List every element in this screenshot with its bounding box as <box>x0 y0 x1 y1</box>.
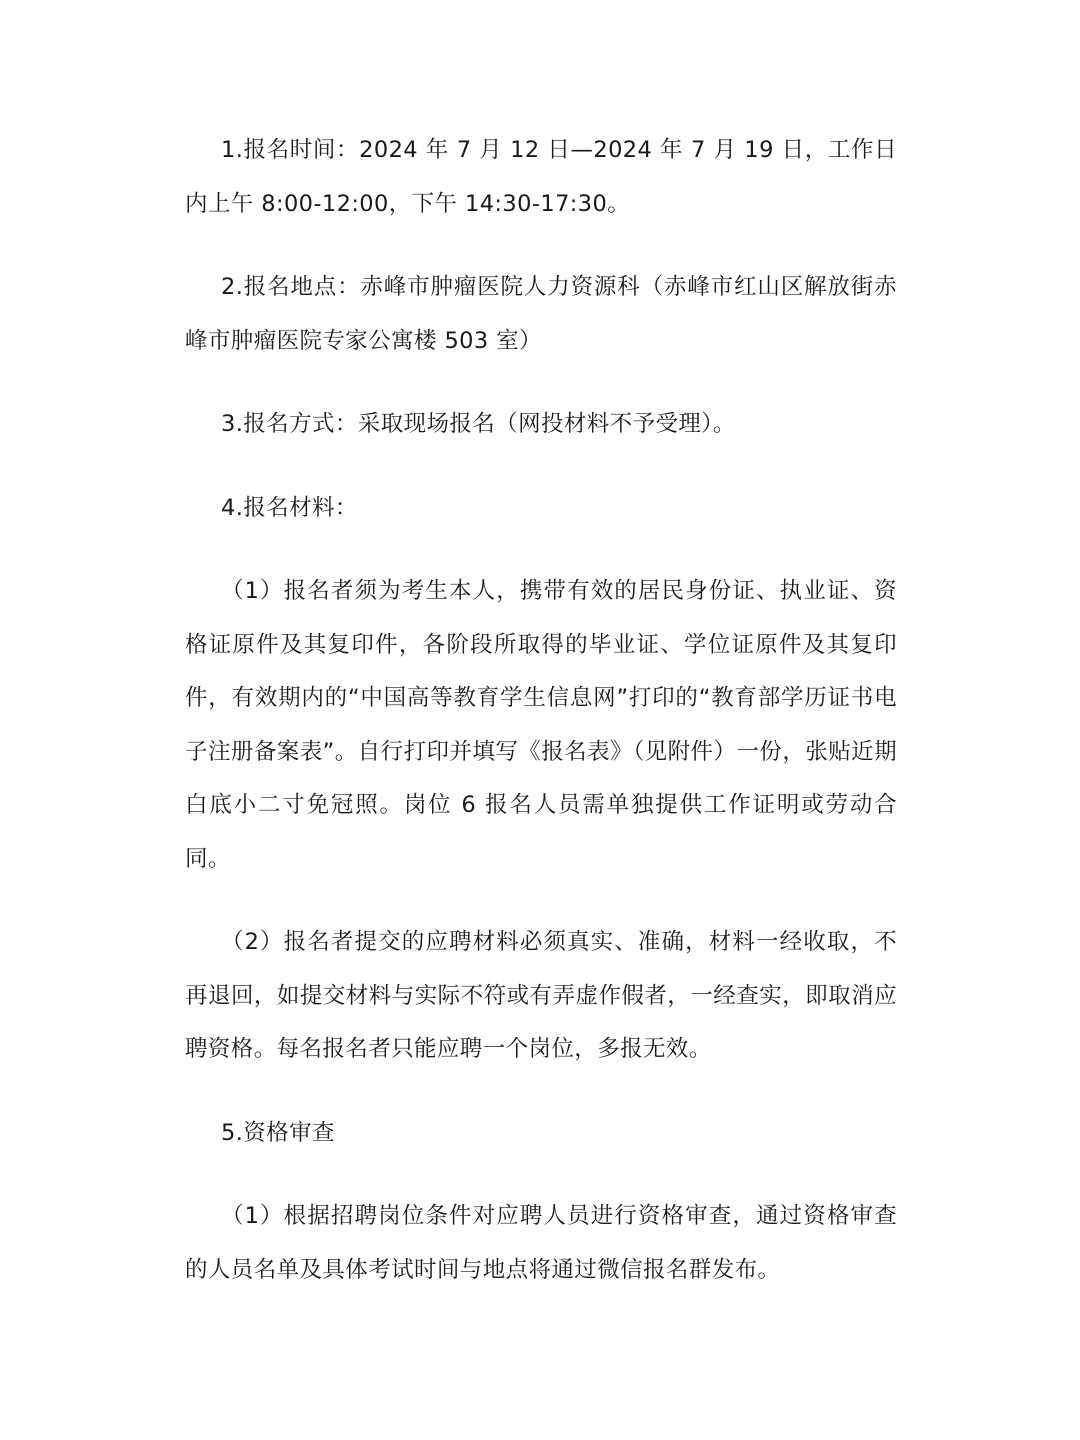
paragraph-qualification-review-heading: 5.资格审查 <box>221 1119 335 1146</box>
paragraph-gap <box>185 368 897 398</box>
paragraph-materials-item-2: （2）报名者提交的应聘材料必须真实、准确，材料一经收取，不再退回，如提交材料与实际不符或有弄虚作假者，一经查实，即取消应聘资格。每名报名者只能应聘一个岗位，多报无效。 <box>185 929 897 1062</box>
document-page <box>185 124 897 1297</box>
paragraph-registration-time: 1.报名时间：2024 年 7 月 12 日—2024 年 7 月 19 日，工作日内上午 8:00-12:00，下午 14:30-17:30。 <box>185 137 897 217</box>
paragraph-gap <box>185 1160 897 1190</box>
paragraph-review-item-1: （1）根据招聘岗位条件对应聘人员进行资格审查，通过资格审查的人员名单及具体考试时间与地点将通过微信报名群发布。 <box>185 1203 897 1283</box>
paragraph-materials-item-1: （1）报名者须为考生本人，携带有效的居民身份证、执业证、资格证原件及其复印件，各阶段所取得的毕业证、学位证原件及其复印件，有效期内的“中国高等教育学生信息网”打印的“教育部学历证书电子注册备案表”。自行打印并填写《报名表》（见附件）一份，张贴近期白底小二寸免冠照。岗位 6 报名人员需单独提供工作证明或劳动合同。 <box>185 578 897 872</box>
paragraph-gap <box>185 231 897 261</box>
paragraph-registration-method: 3.报名方式：采取现场报名（网投材料不予受理）。 <box>221 411 736 437</box>
paragraph-gap <box>185 886 897 916</box>
paragraph-registration-materials-heading: 4.报名材料： <box>221 494 358 521</box>
paragraph-gap <box>185 535 897 565</box>
paragraph-registration-location: 2.报名地点：赤峰市肿瘤医院人力资源科（赤峰市红山区解放街赤峰市肿瘤医院专家公寓楼 503 室） <box>185 274 897 354</box>
paragraph-gap <box>185 452 897 482</box>
paragraph-gap <box>185 1077 897 1107</box>
